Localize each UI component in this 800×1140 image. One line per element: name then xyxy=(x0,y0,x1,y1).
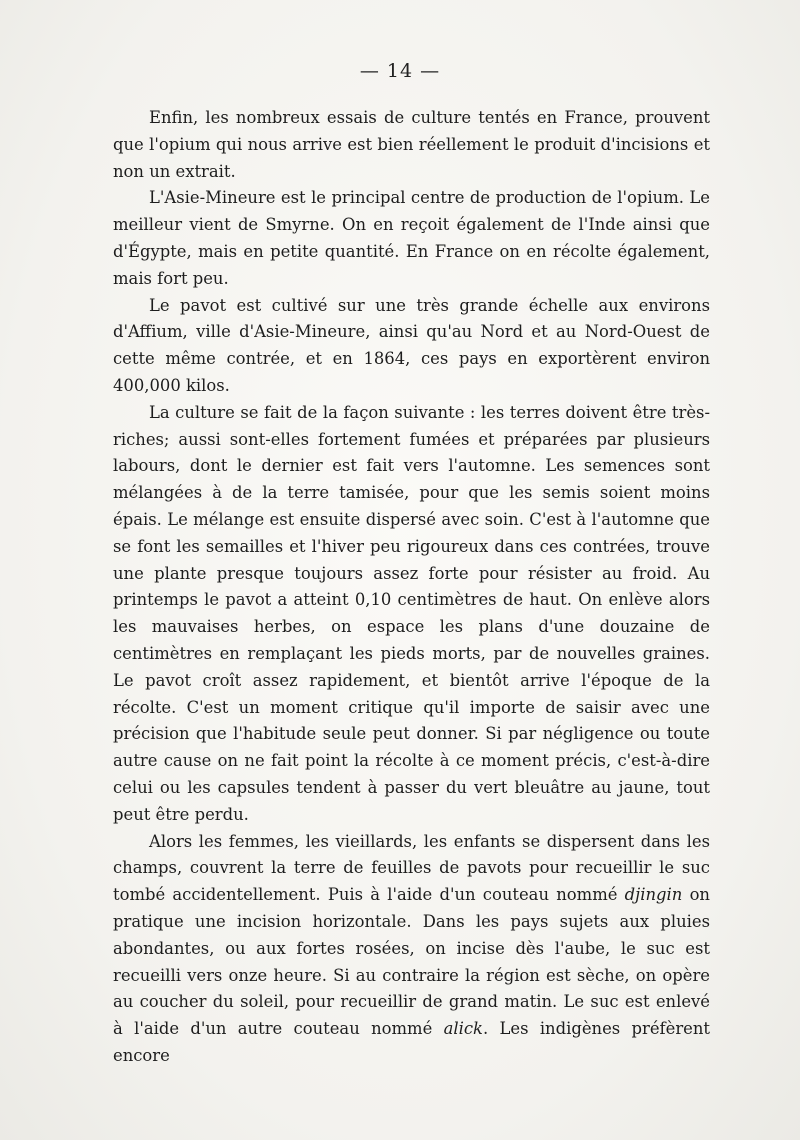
paragraph: La culture se fait de la façon suivante : les terres doivent être très-riches; aussi sont-elles fortement fumées et préparées par plusieurs labours, dont le dernier est fait vers l'automne. Les semences sont mélangées à de la terre tamisée, pour que les semis soient moins épais. Le mélange est ensuite dispersé avec soin. C'est à l'automne que se font les semailles et l'hiver peu rigoureux dans ces contrées, trouve une plante presque toujours assez forte pour résister au froid. Au printemps le pavot a atteint 0,10 centimètres de haut. On enlève alors les mauvaises herbes, on espace les plans d'une douzaine de centimètres en remplaçant les pieds morts, par de nouvelles graines. Le pavot croît assez rapidement, et bientôt arrive l'époque de la récolte. C'est un moment critique qu'il importe de saisir avec une précision que l'habitude seule peut donner. Si par négligence ou toute autre cause on ne fait point la récolte à ce moment précis, c'est-à-dire celui ou les capsules tendent à passer du vert bleuâtre au jaune, tout peut être perdu. xyxy=(113,402,710,824)
paragraph-text: on pratique une incision horizontale. Dans les pays sujets aux pluies abondantes, ou aux fortes rosées, on incise dès l'aube, le suc est recueilli vers onze heure. Si au contraire la région est sèche, on opère au coucher du soleil, pour recueillir de grand matin. Le suc est enlevé à l'aide d'un autre couteau nommé xyxy=(113,885,710,1039)
paragraph-text: Alors les femmes, les vieillards, les enfants se dispersent dans les champs, couvrent la terre de feuilles de pavots pour recueillir le suc tombé accidentellement. Puis à l'aide d'un couteau nommé xyxy=(113,831,710,905)
page-number: — 14 — xyxy=(359,60,441,82)
paragraph: L'Asie-Mineure est le principal centre de production de l'opium. Le meilleur vient de Smyrne. On en reçoit également de l'Inde ainsi que d'Égypte, mais en petite quantité. En France on en récolte également, mais fort peu. xyxy=(113,188,710,288)
paragraph-text: . Les indigènes préfèrent encore xyxy=(113,1019,710,1065)
italic-term-alick: alick xyxy=(443,1019,483,1039)
italic-term-djingin: djingin xyxy=(624,885,683,905)
paragraph xyxy=(113,829,710,1070)
paragraph: Le pavot est cultivé sur une très grande échelle aux environs d'Affium, ville d'Asie-Mineure, ainsi qu'au Nord et au Nord-Ouest de cette même contrée, et en 1864, ces pays en exportèrent environ 400,000 kilos. xyxy=(113,295,710,395)
paragraph: Enfin, les nombreux essais de culture tentés en France, prouvent que l'opium qui nous arrive est bien réellement le produit d'incisions et non un extrait. xyxy=(113,108,710,181)
body-text xyxy=(113,105,710,1070)
